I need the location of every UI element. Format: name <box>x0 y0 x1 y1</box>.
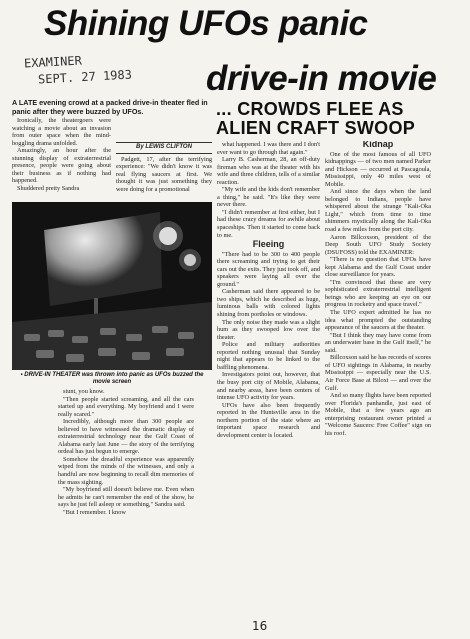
byline: By LEWIS CLIFTON <box>116 142 212 154</box>
handwritten-date: SEPT. 27 1983 <box>37 67 133 87</box>
subheadline-line-2: ALIEN CRAFT SWOOP <box>216 118 416 138</box>
page-number: 16 <box>252 619 268 633</box>
handwritten-source: EXAMINER <box>23 53 83 71</box>
column-2-top: By LEWIS CLIFTON Padgett, 17, after the terrifying experience: "We didn't know it was real flying saucers at first. We thought it was just something they were doing for a promotional <box>116 144 212 193</box>
column-1-bottom: stunt, you know. "Then people started screaming, and all the cars started up and everything. My boyfriend and I were really scared." Incredibly, although more than 300 people are believed to have witnessed the dramatic display of extraterrestrial technology near the Gulf Coast of Alabama early last June — the story of the terrifying ordeal has just begun to emerge. Somehow the dreadful experience was apparently wiped from the minds of the witnesses, and only a handful are now beginning to recall dim memories of the mass sighting. "My boyfriend still doesn't believe me. Even when he admits he can't remember the end of the show, he says he just fell asleep or something," Sandra said. "But I remember. I know <box>58 388 194 516</box>
headline-line-2: drive-in movie <box>206 59 437 98</box>
column-2: what happened. I was there and I don't ever want to go through that again." Larry B. Casherman, 28, an off-duty fireman who was at the theater with his wife and three children, tells of a similar reaction. "My wife and the kids don't remember a thing," he said. "It's like they were never there. "I didn't remember at first either, but I had these crazy dreams for awhile about spaceships. Then it started to come back to me. Fleeing "There had to be 300 to 400 people there screaming and trying to get their cars out the exits. They just took off, and speakers were laying all over the ground." Casherman said there appeared to be two ships, which he described as huge, luminous balls with colored lights shining from portholes or windows. The only noise they made was a slight hum as they swooped low over the theater. Police and military authorities reported nothing unusual that Sunday night that appears to be linked to the baffling phenomena. Investigators point out, however, that the busy port city of Mobile, Alabama, and nearby areas, have been centers of intense UFO activity for years. UFOs have also been frequently reported in the Huntsville area in the northern portion of the state where an important space research and development center is located. <box>217 141 320 439</box>
column-3: Kidnap One of the most famous of all UFO kidnappings — of two men named Parker and Hickson — occurred at Pascagoula, Mississippi, only 40 miles west of Mobile. And since the days when the land belonged to Indians, people have whispered about the strange "Kali-Oka Light," which from time to time shimmers mystically along the Kali-Oka road a few miles from the port city. Aaron Billcoxson, president of the Deep South UFO Study Society (DSUFOSS) told the EXAMINER: "There is no question that UFOs have kept Alabama and the Gulf Coast under close surveillance for years. "I'm convinced that these are very sophisticated extraterrestrial intelligent beings who are keeping an eye on our progress in rocketry and space travel." The UFO expert admitted he has no idea what prompted the outstanding appearance of the saucers at the theater. "But I think they may have come from an underwater base in the Gulf itself," he said. Billcoxson said he has records of scores of UFO sightings in Alabama, in nearby Mississippi — especially near the U.S. Air Force Base at Biloxi — and over the Gulf. And so many flights have been reported over Florida's panhandle, just east of Mobile, that a few years ago an enterprising restaurant owner printed a "Welcome Saucers: Free Coffee" sign on his roof. <box>325 141 431 437</box>
column-1-top: Ironically, the theatergoers were watching a movie about an invasion from outer space when the mind-boggling drama unfolded. Amazingly, an hour after the stunning display of extraterrestrial presence, people were going about their business as if nothing had happened. Shuddered pretty Sandra <box>12 117 111 192</box>
drive-in-photo <box>12 202 212 370</box>
photo-caption: ▪ DRIVE-IN THEATER was thrown into panic as UFOs buzzed the movie screen <box>20 372 204 385</box>
lead-paragraph: A LATE evening crowd at a packed drive-in theater fled in panic after they were buzzed by UFOs. <box>12 98 208 116</box>
subheadline-line-1: ... CROWDS FLEE AS <box>216 99 404 119</box>
kidnap-subhead: Kidnap <box>362 141 394 149</box>
drive-in-theater-image <box>12 202 212 370</box>
headline-line-1: Shining UFOs panic <box>44 4 368 43</box>
fleeing-subhead: Fleeing <box>252 239 285 250</box>
